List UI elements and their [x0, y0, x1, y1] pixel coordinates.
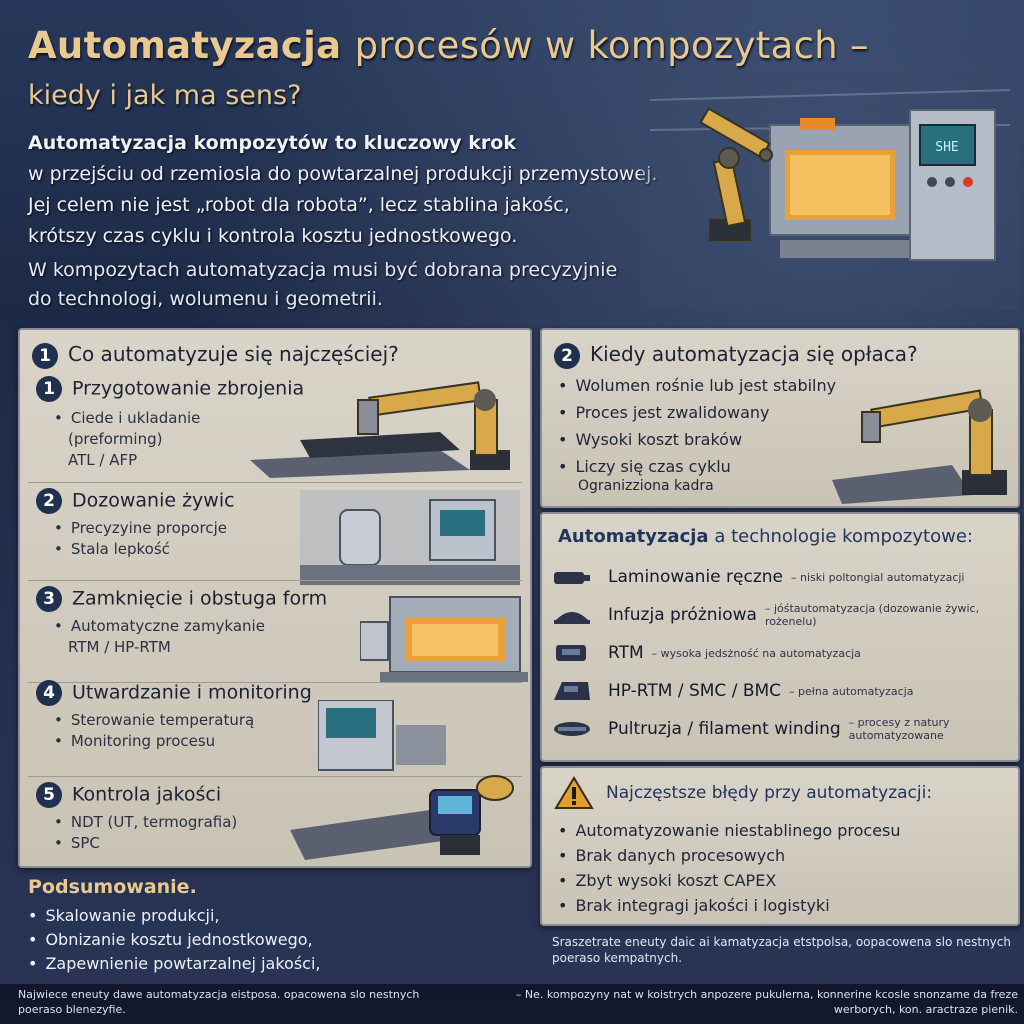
item-3-title: [36, 586, 327, 612]
tech-name: HP-RTM / SMC / BMC: [608, 681, 782, 701]
list-item: • Brak integragi jakości i logistyki: [558, 893, 901, 918]
rtm-icon: [552, 642, 592, 664]
robot-cost-illustration: [832, 370, 1018, 506]
summary: [18, 872, 532, 982]
number-badge: 1: [32, 343, 58, 369]
list-item: • Liczy się czas cyklu: [558, 453, 836, 480]
tech-title-rest: a technologie kompozytowe:: [714, 526, 973, 547]
panel-section-2: [540, 328, 1020, 508]
item-2-title: [36, 488, 235, 514]
footer: [0, 984, 1024, 1024]
divider: [28, 482, 522, 483]
tech-row: [552, 560, 1014, 594]
divider: [28, 580, 522, 581]
summary-title: Podsumowanie.: [28, 876, 197, 898]
tech-desc: – niski poltongial automatyzacji: [790, 570, 965, 584]
list-item: RTM / HP-RTM: [68, 638, 171, 656]
item-title-text: Utwardzanie i monitoring: [72, 681, 312, 704]
pultrusion-icon: [552, 718, 592, 740]
tech-name: Pultruzja / filament winding: [608, 719, 841, 739]
intro-line: w przejściu od rzemiosla do powtarzalnej produkcji przemystowej.: [28, 163, 658, 185]
factory-illustration: [640, 70, 1020, 310]
tech-row: [552, 674, 1014, 708]
intro-text-2: [28, 256, 708, 314]
section-2-extra: Ogranizziona kadra: [578, 478, 714, 494]
list-item: • SPC: [54, 833, 237, 854]
item-4-title: [36, 680, 312, 706]
intro-line: Automatyzacja kompozytów to kluczowy krok: [28, 132, 516, 154]
list-item: • Stala lepkość: [54, 539, 227, 560]
item-4-bullets: [54, 710, 254, 752]
summary-note: Sraszetrate eneuty daic ai kamatyzacja etstpolsa, oopacowena slo nestnych poeraso kempatnych.: [552, 935, 1011, 965]
screen-text: SHE: [935, 140, 959, 155]
tech-desc: – procesy z natury automatyzowane: [848, 716, 950, 742]
press-icon: [552, 680, 592, 702]
robot-layup-illustration: [240, 370, 530, 480]
panel-technologies: [540, 512, 1020, 762]
list-item: • Monitoring procesu: [54, 731, 254, 752]
list-item: • Proces jest zwalidowany: [558, 399, 836, 426]
section-2-title-text: Kiedy automatyzacja się opłaca?: [590, 342, 918, 366]
item-3-bullets: [54, 616, 265, 658]
section-2-title: [554, 342, 918, 369]
main-title: [28, 24, 869, 67]
intro2-line: do technologi, wolumenu i geometrii.: [28, 288, 383, 310]
item-title-text: Dozowanie żywic: [72, 489, 235, 512]
curing-control-illustration: [318, 700, 448, 772]
item-1-bullets: [54, 408, 200, 471]
item-5-title: [36, 782, 221, 808]
hand-layup-icon: [552, 566, 592, 588]
summary-bullets: [28, 904, 320, 976]
list-item: • Brak danych procesowych: [558, 843, 901, 868]
number-badge: 1: [36, 376, 62, 402]
list-item: • Zbyt wysoki koszt CAPEX: [558, 868, 901, 893]
item-title-text: Przygotowanie zbrojenia: [72, 377, 305, 400]
number-badge: 2: [554, 343, 580, 369]
tech-row: [552, 636, 1014, 670]
list-item: • Sterowanie temperaturą: [54, 710, 254, 731]
quality-inspection-illustration: [290, 770, 520, 865]
footer-left: Najwiece eneuty dawe automatyzacja eistposa. opacowena slo nestnych poeraso blenezyfie.: [18, 988, 420, 1016]
list-item: • Automatyzowanie niestablinego procesu: [558, 818, 901, 843]
tech-desc: – wysoka jedsżność na automatyzacja: [651, 646, 861, 660]
list-item: • NDT (UT, termografia): [54, 812, 237, 833]
errors-title: [554, 776, 932, 810]
intro-text: [28, 128, 718, 252]
errors-title-text: Najczęstsze błędy przy automatyzacji:: [606, 783, 933, 803]
number-badge: 4: [36, 680, 62, 706]
list-item: • Obnizanie kosztu jednostkowego,: [28, 928, 320, 952]
panel-section-1: [18, 328, 532, 868]
section-2-bullets: [558, 372, 836, 480]
item-5-bullets: [54, 812, 237, 854]
title-bold: Automatyzacja: [28, 24, 342, 67]
tech-row: [552, 712, 1014, 746]
number-badge: 3: [36, 586, 62, 612]
list-item: • Precyzyine proporcje: [54, 518, 227, 539]
title-rest: procesów w kompozytach –: [354, 24, 869, 67]
item-title-text: Zamknięcie i obstuga form: [72, 587, 328, 610]
tech-name: RTM: [608, 643, 644, 663]
number-badge: 2: [36, 488, 62, 514]
section-1-title: [32, 342, 399, 369]
list-item: • Automatyczne zamykanie: [54, 616, 265, 637]
list-item: • Wolumen rośnie lub jest stabilny: [558, 372, 836, 399]
list-item: • Ciede i ukladanie: [54, 408, 200, 429]
errors-bullets: [558, 818, 901, 918]
item-title-text: Kontrola jakości: [72, 783, 222, 806]
list-item: ATL / AFP: [68, 451, 138, 469]
tech-title: [558, 526, 973, 547]
footer-right: – Ne. kompozyny nat w koistrych anpozere pukulerna, konnerine kcosle snonzame da freze werborych, kon. aractraze pienik.: [515, 988, 1018, 1016]
panel-errors: [540, 766, 1020, 926]
tech-row: [552, 598, 1014, 632]
warning-icon: [554, 776, 594, 810]
number-badge: 5: [36, 782, 62, 808]
mold-press-illustration: [360, 592, 528, 682]
tech-desc: – jóśtautomatyzacja (dozowanie żywic, rożenelu): [764, 602, 980, 628]
list-item: • Zapewnienie powtarzalnej jakości,: [28, 952, 320, 976]
vacuum-infusion-icon: [552, 604, 592, 626]
item-2-bullets: [54, 518, 227, 560]
list-item: • Wysoki koszt braków: [558, 426, 836, 453]
header: [0, 0, 1024, 320]
tech-name: Infuzja próżniowa: [608, 605, 757, 625]
list-item: (preforming): [68, 430, 163, 448]
intro-line: Jej celem nie jest „robot dla robota”, lecz stablina jakośc,: [28, 194, 570, 216]
resin-dosing-illustration: [300, 490, 520, 585]
tech-desc: – pełna automatyzacja: [789, 684, 914, 698]
tech-name: Laminowanie ręczne: [608, 567, 783, 587]
section-1-title-text: Co automatyzuje się najczęściej?: [68, 342, 399, 366]
intro2-line: W kompozytach automatyzacja musi być dobrana precyzyjnie: [28, 259, 618, 281]
tech-title-bold: Automatyzacja: [558, 526, 709, 547]
list-item: • Skalowanie produkcji,: [28, 904, 320, 928]
subtitle: kiedy i jak ma sens?: [28, 80, 302, 111]
intro-line: krótszy czas cyklu i kontrola kosztu jednostkowego.: [28, 225, 518, 247]
